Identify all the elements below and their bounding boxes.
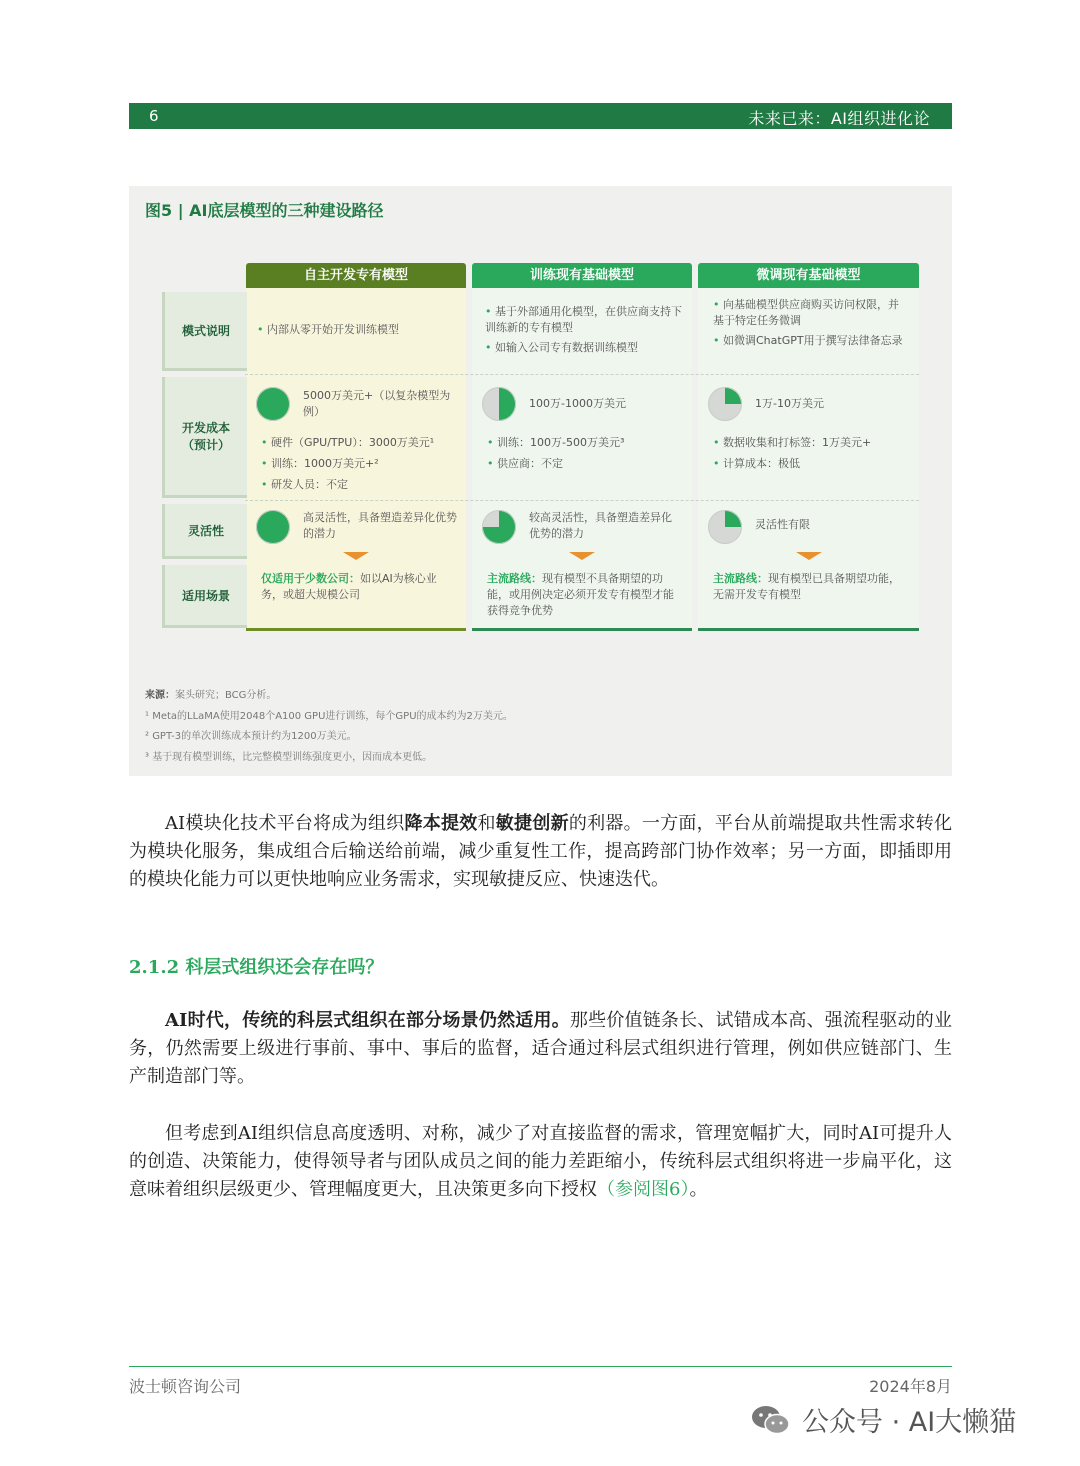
footnote: ³ 基于现有模型训练，比完整模型训练强度更小，因而成本更低。 xyxy=(145,752,433,763)
watermark xyxy=(750,1400,1016,1439)
cost-pie-icon xyxy=(708,387,742,421)
cost-c3-item: • 计算成本：极低 xyxy=(713,456,913,472)
section-heading: 2.1.2 科层式组织还会存在吗？ xyxy=(129,957,384,978)
row-label-cost: 开发成本 （预计） xyxy=(162,377,247,498)
cost-pie-icon xyxy=(482,387,516,421)
chevron-down-icon xyxy=(796,552,822,560)
column-header-train: 训练现有基础模型 xyxy=(472,263,692,288)
emphasis-text: AI时代，传统的科层式组织在部分场景仍然适用。 xyxy=(165,1010,570,1031)
paragraph-text: 和 xyxy=(477,813,496,834)
cost-c3-headline: 1万-10万美元 xyxy=(755,397,824,410)
scenario-c3-lead: 主流路线： xyxy=(713,572,768,585)
cost-c1-item: • 研发人员：不定 xyxy=(261,477,461,493)
scenario-c1-text: 如以AI为核心业务，或超大规模公司 xyxy=(261,572,437,601)
flexibility-c3-text: 灵活性有限 xyxy=(755,518,810,531)
footer-divider xyxy=(129,1366,952,1367)
wechat-icon xyxy=(750,1403,792,1437)
mode-c3-item: • 如微调ChatGPT用于撰写法律备忘录 xyxy=(713,333,908,349)
row-divider xyxy=(245,500,919,501)
cost-c1-item: • 训练：1000万美元+² xyxy=(261,456,461,472)
emphasis-text: 降本提效 xyxy=(404,813,478,834)
row-divider xyxy=(245,374,919,375)
figure-reference-link[interactable]: （参阅图6） xyxy=(597,1179,690,1200)
figure-panel xyxy=(129,186,952,776)
emphasis-text: 敏捷创新 xyxy=(495,813,569,834)
paragraph-2 xyxy=(129,1007,952,1091)
scenario-c3-text: 现有模型已具备期望功能，无需开发专有模型 xyxy=(713,572,900,601)
flexibility-c2-text: 较高灵活性，具备塑造差异化优势的潜力 xyxy=(529,511,672,540)
scenario-c3 xyxy=(713,571,908,603)
scenario-c2 xyxy=(487,571,682,619)
mode-c3-item: • 向基础模型供应商购买访问权限，并基于特定任务微调 xyxy=(713,297,908,329)
flexibility-c1-text: 高灵活性，具备塑造差异化优势的潜力 xyxy=(303,511,457,540)
paragraph-3 xyxy=(129,1120,952,1204)
figure-source xyxy=(145,686,276,701)
cost-c2-item: • 供应商：不定 xyxy=(487,456,687,472)
mode-c2-item: • 如输入公司专有数据训练模型 xyxy=(485,340,685,356)
figure-title: 图5 | AI底层模型的三种建设路径 xyxy=(145,201,384,220)
paragraph-1 xyxy=(129,810,952,894)
cost-c3-item: • 数据收集和打标签：1万美元+ xyxy=(713,435,913,451)
row-label-mode: 模式说明 xyxy=(162,292,247,371)
paragraph-text: 那些价值链条长、试错成本高、强流程驱动的业务，仍然需要上级进行事前、事中、事后的监督，适合通过科层式组织进行管理，例如供应链部门、生产制造部门等。 xyxy=(129,1010,953,1087)
cost-c2-item: • 训练：100万-500万美元³ xyxy=(487,435,687,451)
cost-c1-headline: 5000万美元+（以复杂模型为例） xyxy=(303,389,451,418)
scenario-c1 xyxy=(261,571,456,603)
column-header-finetune: 微调现有基础模型 xyxy=(698,263,919,288)
row-label-scenario: 适用场景 xyxy=(162,565,247,628)
paragraph-text: 但考虑到AI组织信息高度透明、对称，减少了对直接监督的需求，管理宽幅扩大，同时AI可提升人的创造、决策能力，使得领导者与团队成员之间的能力差距缩小，传统科层式组织将进一步扁平化，这意味着组织层级更少、管理幅度更大，且决策更多向下授权 xyxy=(129,1123,952,1200)
source-label: 来源： xyxy=(145,690,175,701)
chevron-down-icon xyxy=(569,552,595,560)
cost-c1-item: • 硬件（GPU/TPU）：3000万美元¹ xyxy=(261,435,461,451)
watermark-text: 公众号 · AI大懒猫 xyxy=(802,1407,1017,1438)
row-label-flexibility: 灵活性 xyxy=(162,504,247,559)
mode-c1-item: • 内部从零开始开发训练模型 xyxy=(257,322,457,338)
flexibility-pie-icon xyxy=(256,510,290,544)
document-title: 未来已来：AI组织进化论 xyxy=(748,109,930,128)
scenario-c1-lead: 仅适用于少数公司： xyxy=(261,572,360,585)
page-number: 6 xyxy=(149,107,159,125)
cost-pie-icon xyxy=(256,387,290,421)
footer-publisher: 波士顿咨询公司 xyxy=(129,1377,242,1396)
column-header-self-develop: 自主开发专有模型 xyxy=(246,263,466,288)
mode-c2-item: • 基于外部通用化模型，在供应商支持下训练新的专有模型 xyxy=(485,304,685,336)
cost-c2-headline: 100万-1000万美元 xyxy=(529,397,626,410)
scenario-c2-text: 现有模型不具备期望的功能，或用例决定必须开发专有模型才能获得竞争优势 xyxy=(487,572,674,617)
paragraph-text: AI模块化技术平台将成为组织 xyxy=(165,813,405,834)
footnote: ¹ Meta的LLaMA使用2048个A100 GPU进行训练，每个GPU的成本约为2万美元。 xyxy=(145,711,513,722)
flexibility-pie-icon xyxy=(708,510,742,544)
flexibility-pie-icon xyxy=(482,510,516,544)
source-text: 案头研究；BCG分析。 xyxy=(175,690,277,701)
footer-date: 2024年8月 xyxy=(869,1377,952,1396)
paragraph-text: 。 xyxy=(689,1179,708,1200)
scenario-c2-lead: 主流路线： xyxy=(487,572,542,585)
paragraph-text: 的利器。一方面，平台从前端提取共性需求转化为模块化服务，集成组合后输送给前端，减少重复性工作，提高跨部门协作效率；另一方面，即插即用的模块化能力可以更快地响应业务需求，实现敏捷反应、快速迭代。 xyxy=(129,813,953,890)
chevron-down-icon xyxy=(343,552,369,560)
footnote: ² GPT-3的单次训练成本预计约为1200万美元。 xyxy=(145,731,357,742)
header-bar xyxy=(129,103,952,129)
